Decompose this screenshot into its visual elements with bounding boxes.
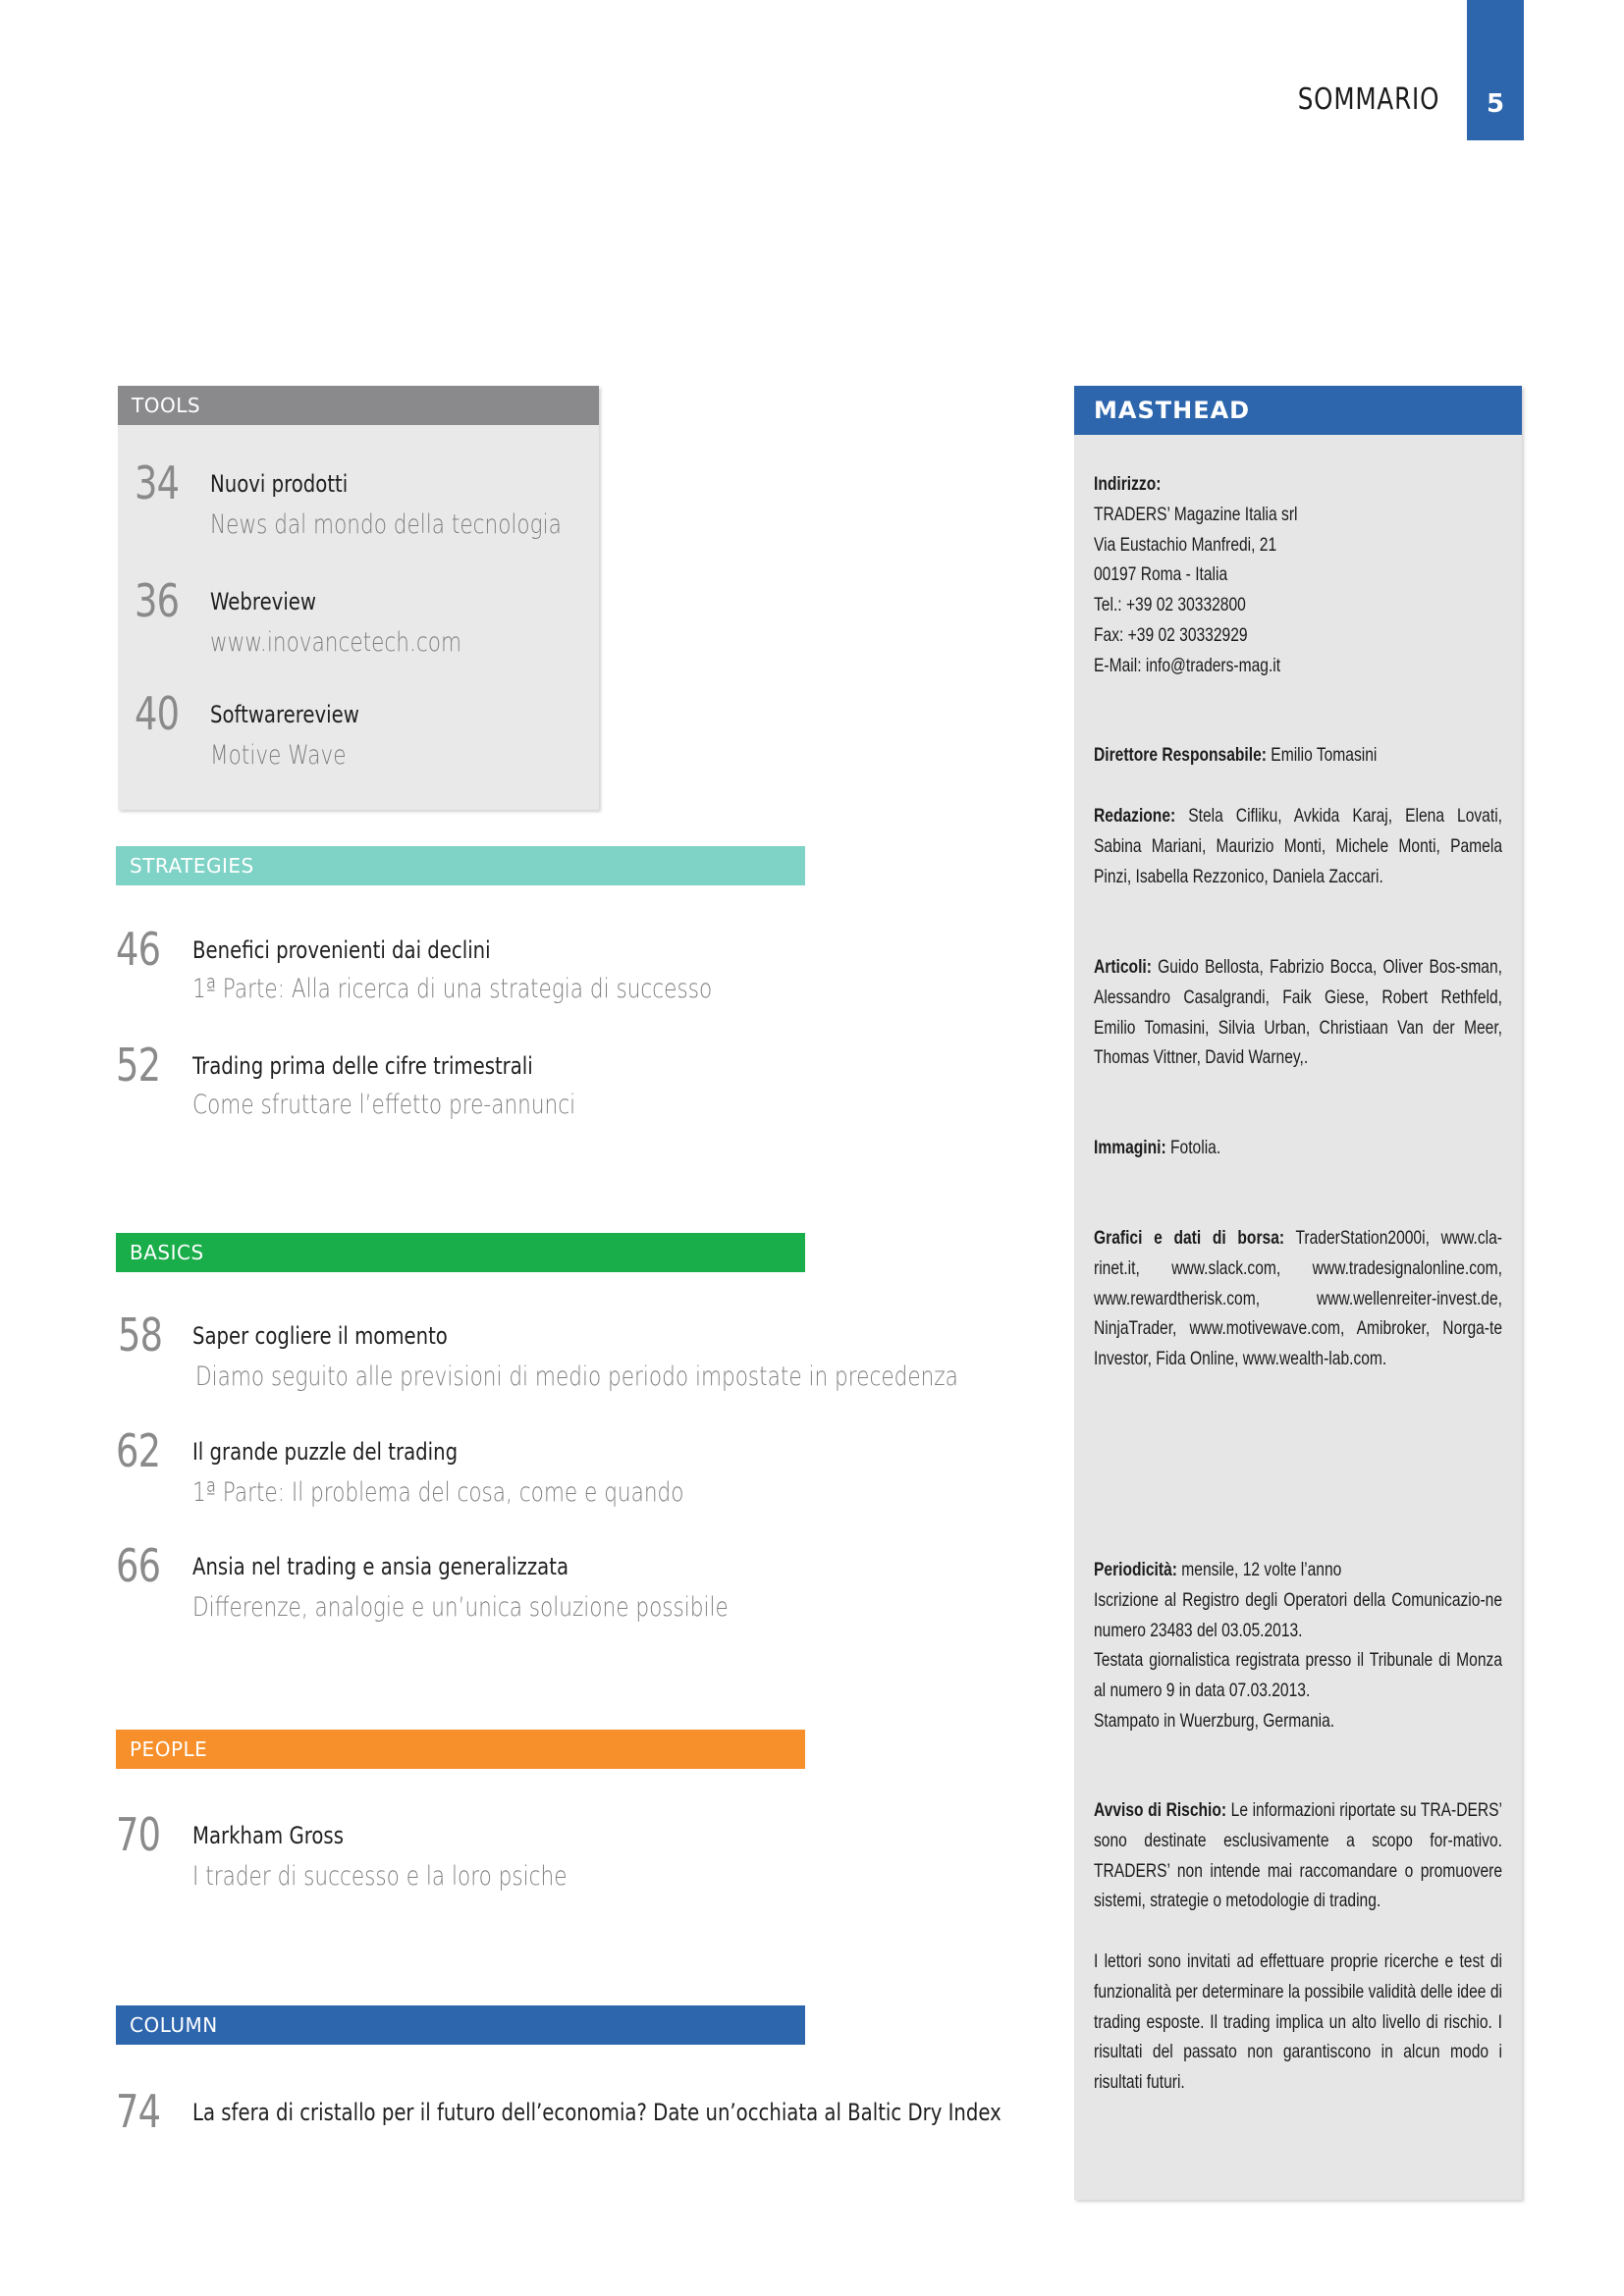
toc-page-number: 74 (116, 2085, 161, 2138)
address-line: TRADERS’ Magazine Italia srl (1094, 503, 1298, 525)
masthead-readers-notice (1094, 1947, 1502, 2098)
page-number: 5 (1486, 89, 1505, 119)
readers-text: I lettori sono invitati ad effettuare proprie ricerche e test di funzionalità per determinare la possibile validità delle idee di trading esposte. Il trading implica un alto livello di rischio. I risultati del passato non garantiscono in alcun modo i risultati futuri. (1094, 1950, 1502, 2094)
periodicity-label: Periodicità: (1094, 1559, 1177, 1580)
toc-title: Markham Gross (192, 1822, 344, 1849)
toc-title: Nuovi prodotti (210, 470, 349, 498)
toc-page-number: 52 (116, 1039, 161, 1092)
section-bar-people: PEOPLE (116, 1730, 805, 1769)
page-section-title: SOMMARIO (1297, 82, 1439, 117)
director-label: Direttore Responsabile: (1094, 744, 1267, 766)
toc-subtitle: Diamo seguito alle previsioni di medio periodo impostate in precedenza (195, 1362, 958, 1392)
section-bar-strategies: STRATEGIES (116, 846, 805, 885)
toc-page-number: 70 (116, 1808, 161, 1861)
toc-subtitle: News dal mondo della tecnologia (210, 509, 562, 540)
address-line: Fax: +39 02 30332929 (1094, 623, 1248, 646)
articles-value: Guido Bellosta, Fabrizio Bocca, Oliver Bos-sman, Alessandro Casalgrandi, Faik Giese, Robert Rethfeld, Emilio Tomasini, Silvia Urban, Christiaan Van der Meer, Thomas Vittner, David Warney,. (1094, 956, 1502, 1069)
section-bar-column: COLUMN (116, 2005, 805, 2045)
address-line: Tel.: +39 02 30332800 (1094, 594, 1246, 616)
charts-value: TraderStation2000i, www.cla-rinet.it, www.slack.com, www.tradesignalonline.com, www.rewardtherisk.com, www.wellenreiter-invest.de, NinjaTrader, www.motivewave.com, Amibroker, Norga-te Investor, Fida Online, www.wealth-lab.com. (1094, 1227, 1502, 1370)
periodicity-value: mensile, 12 volte l’anno (1176, 1559, 1342, 1580)
address-label: Indirizzo: (1094, 473, 1162, 495)
images-label: Immagini: (1094, 1137, 1166, 1158)
toc-title: Webreview (210, 588, 316, 615)
toc-page-number: 66 (116, 1539, 161, 1592)
toc-title: Il grande puzzle del trading (192, 1438, 459, 1466)
tools-box (118, 386, 599, 810)
editorial-label: Redazione: (1094, 805, 1176, 827)
editorial-value: Stela Cifliku, Avkida Karaj, Elena Lovati, Sabina Mariani, Maurizio Monti, Michele Monti, Pamela Pinzi, Isabella Rezzonico, Daniela Zaccari. (1094, 805, 1502, 887)
masthead-director (1094, 740, 1502, 771)
toc-page-number: 36 (135, 574, 180, 627)
charts-label: Grafici e dati di borsa: (1094, 1227, 1285, 1249)
director-value: Emilio Tomasini (1266, 744, 1378, 766)
toc-page-number: 40 (135, 687, 180, 740)
toc-title: Ansia nel trading e ansia generalizzata (192, 1553, 569, 1580)
toc-subtitle: Come sfruttare l’effetto pre-annunci (192, 1090, 576, 1120)
toc-subtitle: 1ª Parte: Il problema del cosa, come e quando (192, 1477, 684, 1508)
toc-title: Softwarereview (210, 701, 359, 728)
toc-title: Saper cogliere il momento (192, 1322, 448, 1350)
masthead-images (1094, 1133, 1502, 1163)
masthead-periodicity (1094, 1555, 1502, 1736)
toc-title: Benefici provenienti dai declini (192, 936, 491, 964)
address-line: 00197 Roma - Italia (1094, 563, 1228, 586)
toc-title: La sfera di cristallo per il futuro dell’economia? Date un’occhiata al Baltic Dry Index (192, 2099, 1001, 2126)
risk-value: Le informazioni riportate su TRA-DERS’ sono destinate esclusivamente a scopo for-mativo. TRADERS’ non intende mai raccomandare o promuovere sistemi, strategie o metodologie di trading. (1094, 1799, 1503, 1912)
masthead-address (1094, 469, 1502, 681)
toc-page-number: 34 (135, 456, 180, 509)
masthead-panel (1074, 386, 1522, 2200)
toc-page-number: 62 (116, 1424, 161, 1477)
masthead-title: MASTHEAD (1074, 386, 1522, 435)
toc-subtitle: I trader di successo e la loro psiche (192, 1861, 568, 1892)
periodicity-line: Iscrizione al Registro degli Operatori della Comunicazio-ne numero 23483 del 03.05.2013. (1094, 1588, 1502, 1641)
page-number-tab (1467, 0, 1524, 140)
periodicity-line: Testata giornalistica registrata presso il Tribunale di Monza al numero 9 in data 07.03.2013. (1094, 1649, 1502, 1702)
section-bar-basics: BASICS (116, 1233, 805, 1272)
masthead-risk-notice (1094, 1795, 1502, 1916)
masthead-articles (1094, 952, 1502, 1073)
masthead-editorial (1094, 801, 1502, 891)
articles-label: Articoli: (1094, 956, 1152, 978)
periodicity-line: Stampato in Wuerzburg, Germania. (1094, 1709, 1335, 1732)
toc-page-number: 58 (118, 1308, 163, 1362)
section-bar-tools: TOOLS (118, 386, 599, 425)
address-line: Via Eustachio Manfredi, 21 (1094, 533, 1277, 556)
images-value: Fotolia. (1165, 1137, 1221, 1158)
toc-subtitle: 1ª Parte: Alla ricerca di una strategia di successo (192, 974, 713, 1004)
toc-page-number: 46 (116, 923, 161, 976)
toc-subtitle: www.inovancetech.com (210, 627, 461, 658)
risk-label: Avviso di Rischio: (1094, 1799, 1227, 1821)
toc-subtitle: Motive Wave (210, 740, 347, 771)
toc-subtitle: Differenze, analogie e un’unica soluzione possibile (192, 1592, 729, 1623)
toc-title: Trading prima delle cifre trimestrali (192, 1052, 533, 1080)
masthead-charts (1094, 1223, 1502, 1374)
address-line: E-Mail: info@traders-mag.it (1094, 654, 1281, 676)
